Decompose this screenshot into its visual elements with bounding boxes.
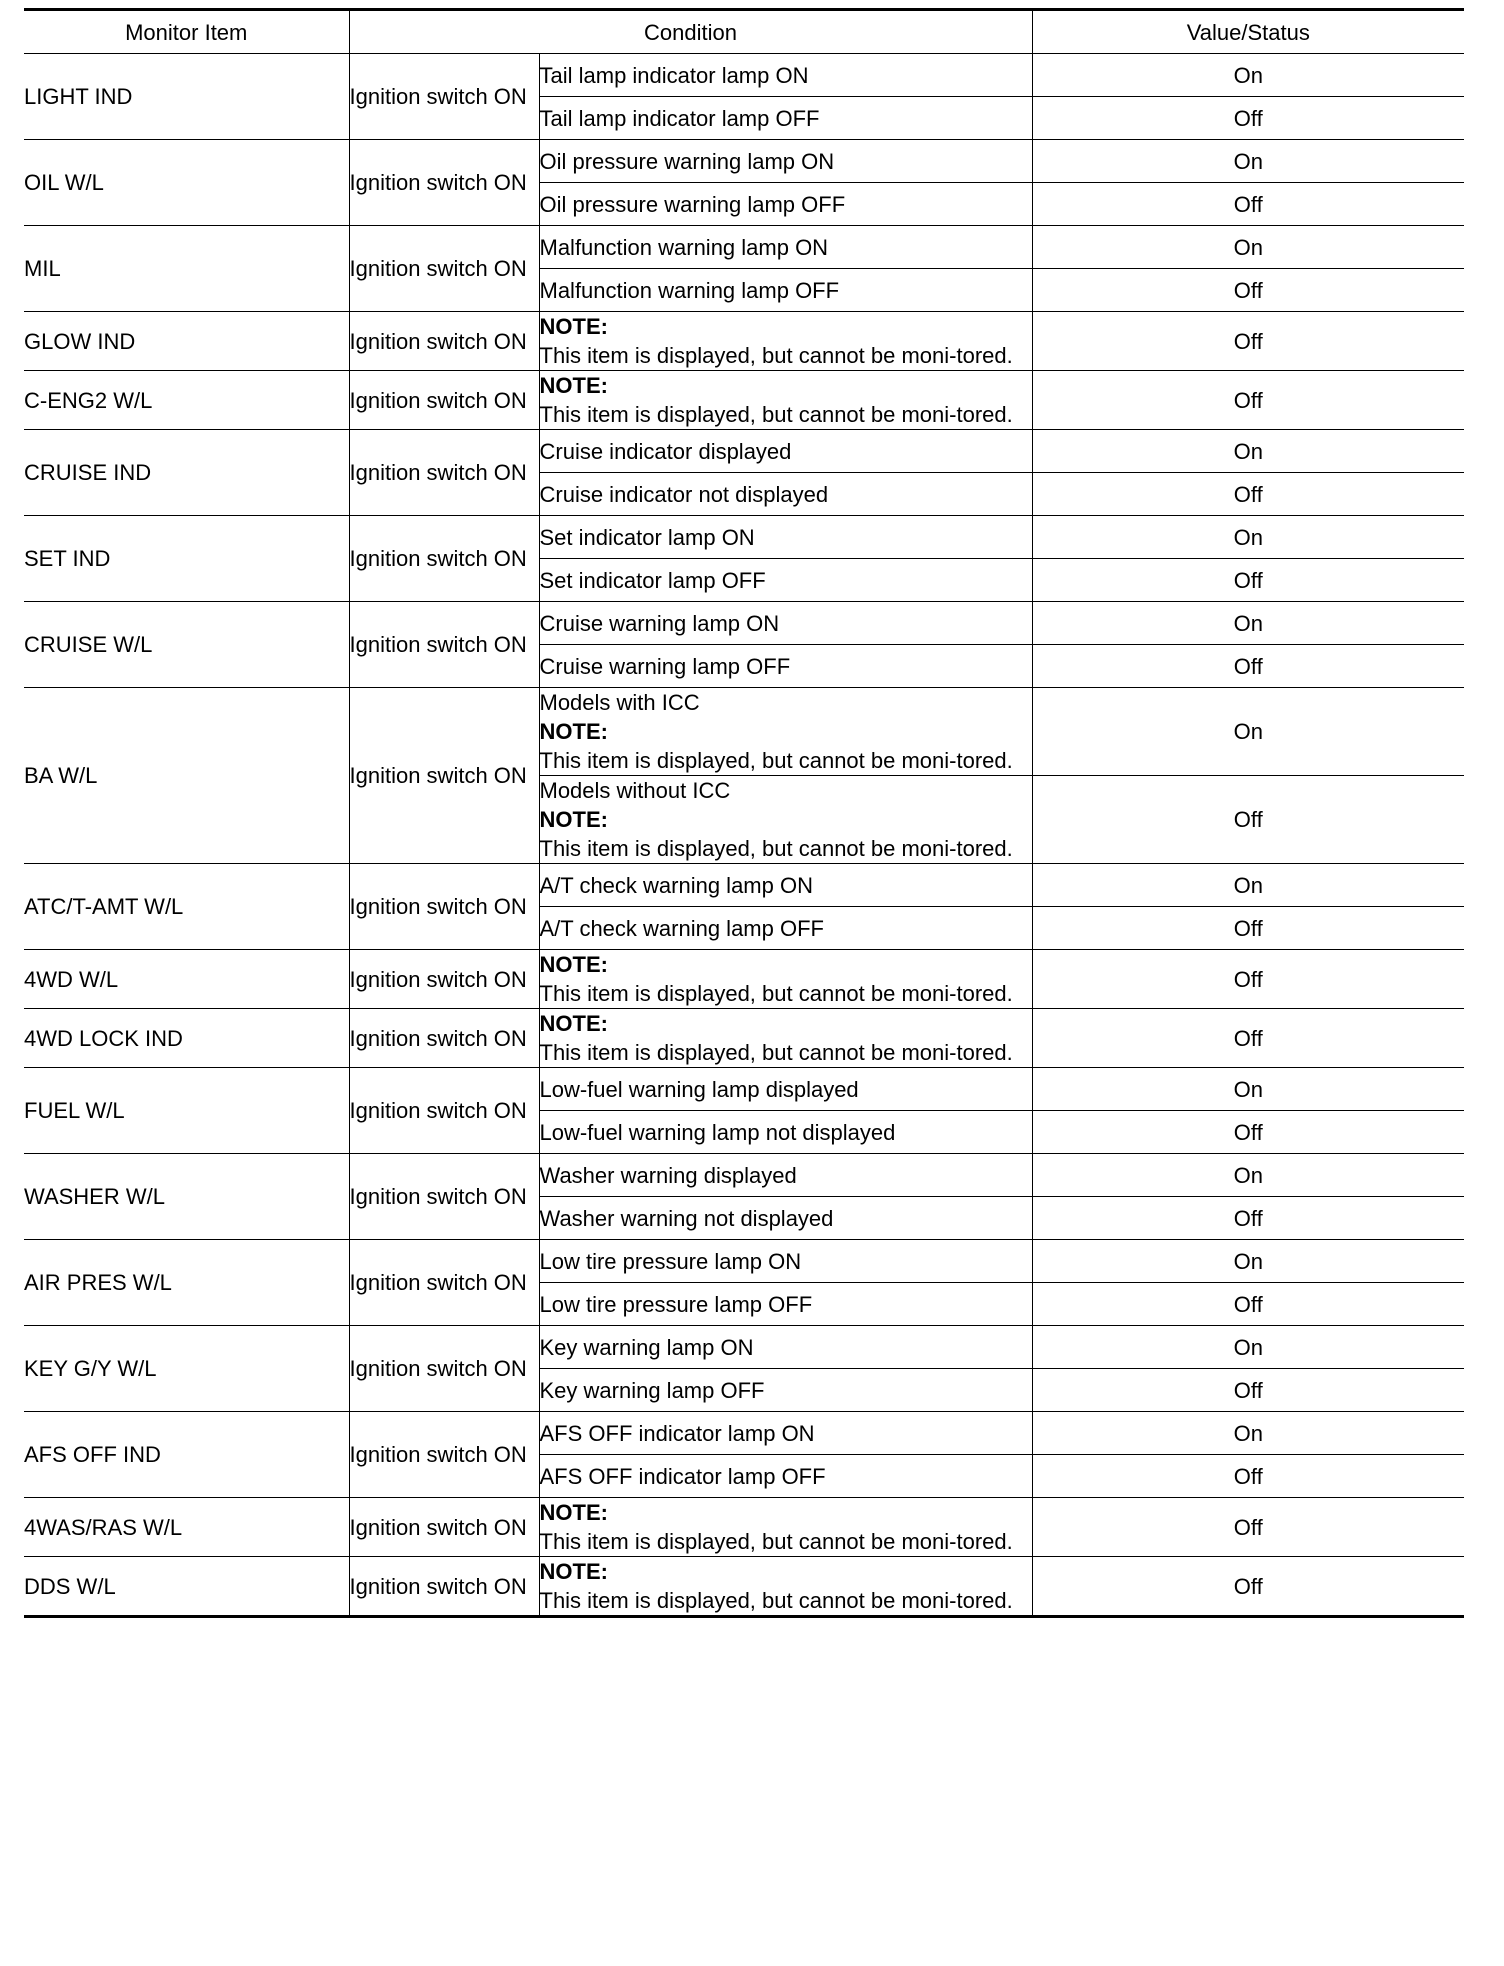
condition-cell: A/T check warning lamp OFF [539,907,1032,950]
condition-cell: Oil pressure warning lamp ON [539,140,1032,183]
value-cell: On [1032,1412,1464,1455]
monitor-item-cell: WASHER W/L [24,1154,349,1240]
note-condition-cell [539,312,1032,371]
monitor-item-cell: SET IND [24,516,349,602]
table-row [24,516,1464,559]
monitor-item-cell: 4WD LOCK IND [24,1009,349,1068]
monitor-item-cell: ATC/T-AMT W/L [24,864,349,950]
ignition-cell: Ignition switch ON [349,226,539,312]
value-cell: On [1032,1240,1464,1283]
monitor-item-cell: AFS OFF IND [24,1412,349,1498]
value-cell: On [1032,1326,1464,1369]
monitor-item-cell: MIL [24,226,349,312]
value-cell: On [1032,1154,1464,1197]
condition-cell: Low-fuel warning lamp not displayed [539,1111,1032,1154]
table-row [24,312,1464,371]
value-cell: Off [1032,907,1464,950]
note-text: This item is displayed, but cannot be moni-tored. [539,748,1013,773]
note-condition-cell [539,776,1032,864]
ignition-cell: Ignition switch ON [349,1326,539,1412]
condition-cell: Low tire pressure lamp OFF [539,1283,1032,1326]
note-text: This item is displayed, but cannot be moni-tored. [539,1040,1013,1065]
table-row [24,1240,1464,1283]
value-cell: Off [1032,559,1464,602]
value-cell: Off [1032,1283,1464,1326]
condition-cell: Cruise indicator displayed [539,430,1032,473]
table-row [24,226,1464,269]
value-cell: Off [1032,645,1464,688]
value-cell: Off [1032,1557,1464,1617]
condition-cell: Set indicator lamp ON [539,516,1032,559]
ignition-cell: Ignition switch ON [349,371,539,430]
table-row [24,1498,1464,1557]
condition-cell: A/T check warning lamp ON [539,864,1032,907]
model-label: Models with ICC [539,690,700,715]
monitor-item-cell: DDS W/L [24,1557,349,1617]
value-cell: Off [1032,473,1464,516]
monitor-item-cell: CRUISE IND [24,430,349,516]
header-monitor-item: Monitor Item [24,10,349,54]
table-row [24,1154,1464,1197]
condition-cell: Tail lamp indicator lamp ON [539,54,1032,97]
ignition-cell: Ignition switch ON [349,864,539,950]
condition-cell: AFS OFF indicator lamp ON [539,1412,1032,1455]
condition-cell: Tail lamp indicator lamp OFF [539,97,1032,140]
condition-cell: Malfunction warning lamp OFF [539,269,1032,312]
note-label: NOTE: [539,1559,608,1584]
condition-cell: Low-fuel warning lamp displayed [539,1068,1032,1111]
condition-cell: Cruise warning lamp OFF [539,645,1032,688]
value-cell: On [1032,140,1464,183]
ignition-cell: Ignition switch ON [349,1240,539,1326]
condition-cell: Key warning lamp OFF [539,1369,1032,1412]
value-cell: Off [1032,1009,1464,1068]
ignition-cell: Ignition switch ON [349,516,539,602]
note-label: NOTE: [539,719,608,744]
note-text: This item is displayed, but cannot be moni-tored. [539,1529,1013,1554]
monitor-item-cell: BA W/L [24,688,349,864]
table-row [24,54,1464,97]
monitor-table [24,8,1464,1618]
ignition-cell: Ignition switch ON [349,950,539,1009]
condition-cell: Key warning lamp ON [539,1326,1032,1369]
table-row [24,1009,1464,1068]
value-cell: Off [1032,1111,1464,1154]
ignition-cell: Ignition switch ON [349,688,539,864]
value-cell: On [1032,1068,1464,1111]
ignition-cell: Ignition switch ON [349,1154,539,1240]
condition-cell: Malfunction warning lamp ON [539,226,1032,269]
note-label: NOTE: [539,1011,608,1036]
condition-cell: Set indicator lamp OFF [539,559,1032,602]
note-condition-cell [539,1498,1032,1557]
table-row [24,1326,1464,1369]
table-row [24,688,1464,776]
note-label: NOTE: [539,314,608,339]
note-text: This item is displayed, but cannot be moni-tored. [539,981,1013,1006]
note-condition-cell [539,950,1032,1009]
monitor-item-cell: 4WD W/L [24,950,349,1009]
monitor-item-cell: OIL W/L [24,140,349,226]
value-cell: Off [1032,183,1464,226]
condition-cell: AFS OFF indicator lamp OFF [539,1455,1032,1498]
header-value-status: Value/Status [1032,10,1464,54]
note-text: This item is displayed, but cannot be moni-tored. [539,343,1013,368]
note-text: This item is displayed, but cannot be moni-tored. [539,836,1013,861]
ignition-cell: Ignition switch ON [349,1557,539,1617]
ignition-cell: Ignition switch ON [349,312,539,371]
monitor-item-cell: C-ENG2 W/L [24,371,349,430]
ignition-cell: Ignition switch ON [349,1009,539,1068]
note-condition-cell [539,1009,1032,1068]
value-cell: On [1032,688,1464,776]
value-cell: Off [1032,1498,1464,1557]
table-row [24,140,1464,183]
model-label: Models without ICC [539,778,731,803]
monitor-item-cell: FUEL W/L [24,1068,349,1154]
value-cell: On [1032,602,1464,645]
condition-cell: Washer warning not displayed [539,1197,1032,1240]
note-label: NOTE: [539,1500,608,1525]
note-condition-cell [539,371,1032,430]
note-label: NOTE: [539,807,608,832]
table-row [24,864,1464,907]
value-cell: Off [1032,269,1464,312]
value-cell: On [1032,54,1464,97]
note-text: This item is displayed, but cannot be moni-tored. [539,402,1013,427]
value-cell: On [1032,430,1464,473]
header-row [24,10,1464,54]
monitor-item-cell: LIGHT IND [24,54,349,140]
condition-cell: Oil pressure warning lamp OFF [539,183,1032,226]
value-cell: Off [1032,97,1464,140]
value-cell: Off [1032,371,1464,430]
table-row [24,371,1464,430]
value-cell: On [1032,864,1464,907]
ignition-cell: Ignition switch ON [349,1412,539,1498]
value-cell: On [1032,226,1464,269]
table-row [24,1068,1464,1111]
value-cell: Off [1032,1369,1464,1412]
ignition-cell: Ignition switch ON [349,1068,539,1154]
table-row [24,1412,1464,1455]
monitor-item-cell: 4WAS/RAS W/L [24,1498,349,1557]
value-cell: Off [1032,1455,1464,1498]
note-condition-cell [539,688,1032,776]
table-row [24,430,1464,473]
table-row [24,602,1464,645]
value-cell: On [1032,516,1464,559]
condition-cell: Cruise warning lamp ON [539,602,1032,645]
value-cell: Off [1032,1197,1464,1240]
note-text: This item is displayed, but cannot be moni-tored. [539,1588,1013,1613]
monitor-item-cell: KEY G/Y W/L [24,1326,349,1412]
monitor-item-cell: GLOW IND [24,312,349,371]
ignition-cell: Ignition switch ON [349,140,539,226]
ignition-cell: Ignition switch ON [349,602,539,688]
monitor-item-cell: CRUISE W/L [24,602,349,688]
value-cell: Off [1032,312,1464,371]
note-label: NOTE: [539,373,608,398]
table-row [24,950,1464,1009]
value-cell: Off [1032,950,1464,1009]
condition-cell: Cruise indicator not displayed [539,473,1032,516]
ignition-cell: Ignition switch ON [349,1498,539,1557]
table-row [24,1557,1464,1617]
value-cell: Off [1032,776,1464,864]
note-label: NOTE: [539,952,608,977]
condition-cell: Low tire pressure lamp ON [539,1240,1032,1283]
document-page [24,8,1464,1618]
ignition-cell: Ignition switch ON [349,430,539,516]
header-condition: Condition [349,10,1032,54]
note-condition-cell [539,1557,1032,1617]
condition-cell: Washer warning displayed [539,1154,1032,1197]
ignition-cell: Ignition switch ON [349,54,539,140]
monitor-item-cell: AIR PRES W/L [24,1240,349,1326]
